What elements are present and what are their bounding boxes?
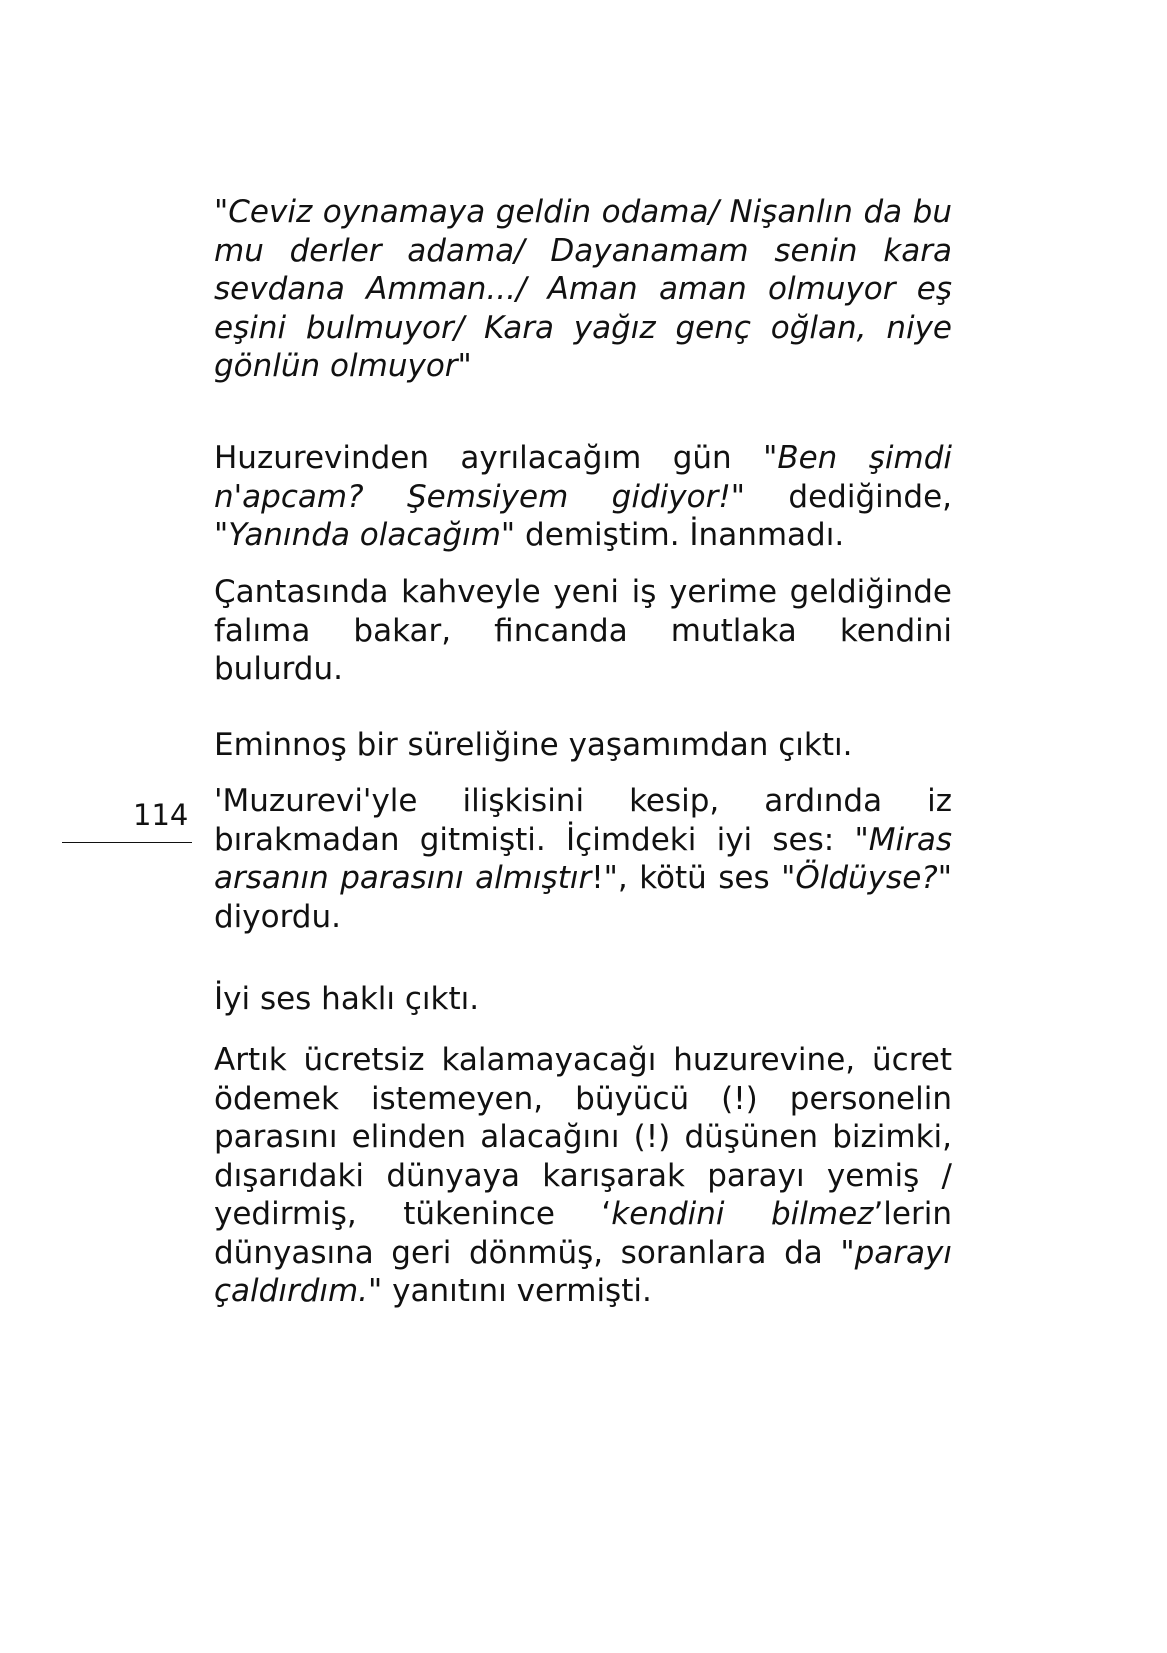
poem-text: Ceviz oynamaya geldin odama/ Nişanlın da bu mu derler adama/ Dayanamam senin kara sevdana Amman.../ Aman aman olmuyor eş eşini bulmuyor/ Kara yağız genç oğlan, niye gönlün olmuyor — [214, 194, 952, 384]
paragraph-3: Eminnoş bir süreliğine yaşamımdan çıktı. — [214, 727, 853, 763]
paragraph-6: Artık ücretsiz kalamayacağı huzurevine, ücret ödemek istemeyen, büyücü (!) personelin parasını elinden alacağını (!) düşünen bizimki, dışarıdaki dünyaya karışarak parayı yemiş / yedirmiş, tükenince ‘kendini bilmez’lerin dünyasına geri dönmüş, soranlara da "parayı çaldırdım." yanıtını vermişti. — [214, 1042, 952, 1309]
poem-quote — [214, 193, 952, 386]
paragraph-1: Huzurevinden ayrılacağım gün "Ben şimdi n'apcam? Şemsiyem gidiyor!" dediğinde, "Yanında olacağım" demiştim. İnanmadı. — [214, 440, 952, 553]
poem-paragraph: "Ceviz oynamaya geldin odama/ Nişanlın da bu mu derler adama/ Dayanamam senin kara sevdana Amman.../ Aman aman olmuyor eş eşini bulmuyor/ Kara yağız genç oğlan, niye gönlün olmuyor" — [214, 194, 952, 384]
page-number: 114 — [133, 798, 189, 832]
page-number-rule — [62, 842, 192, 843]
paragraph-4: 'Muzurevi'yle ilişkisini kesip, ardında iz bırakmadan gitmişti. İçimdeki iyi ses: "Miras arsanın parasını almıştır!", kötü ses "Öldüyse?" diyordu. — [214, 783, 952, 935]
paragraph-5: İyi ses haklı çıktı. — [214, 981, 480, 1017]
paragraph-2: Çantasında kahveyle yeni iş yerime geldiğinde falıma bakar, fincanda mutlaka kendini bulurdu. — [214, 574, 952, 687]
